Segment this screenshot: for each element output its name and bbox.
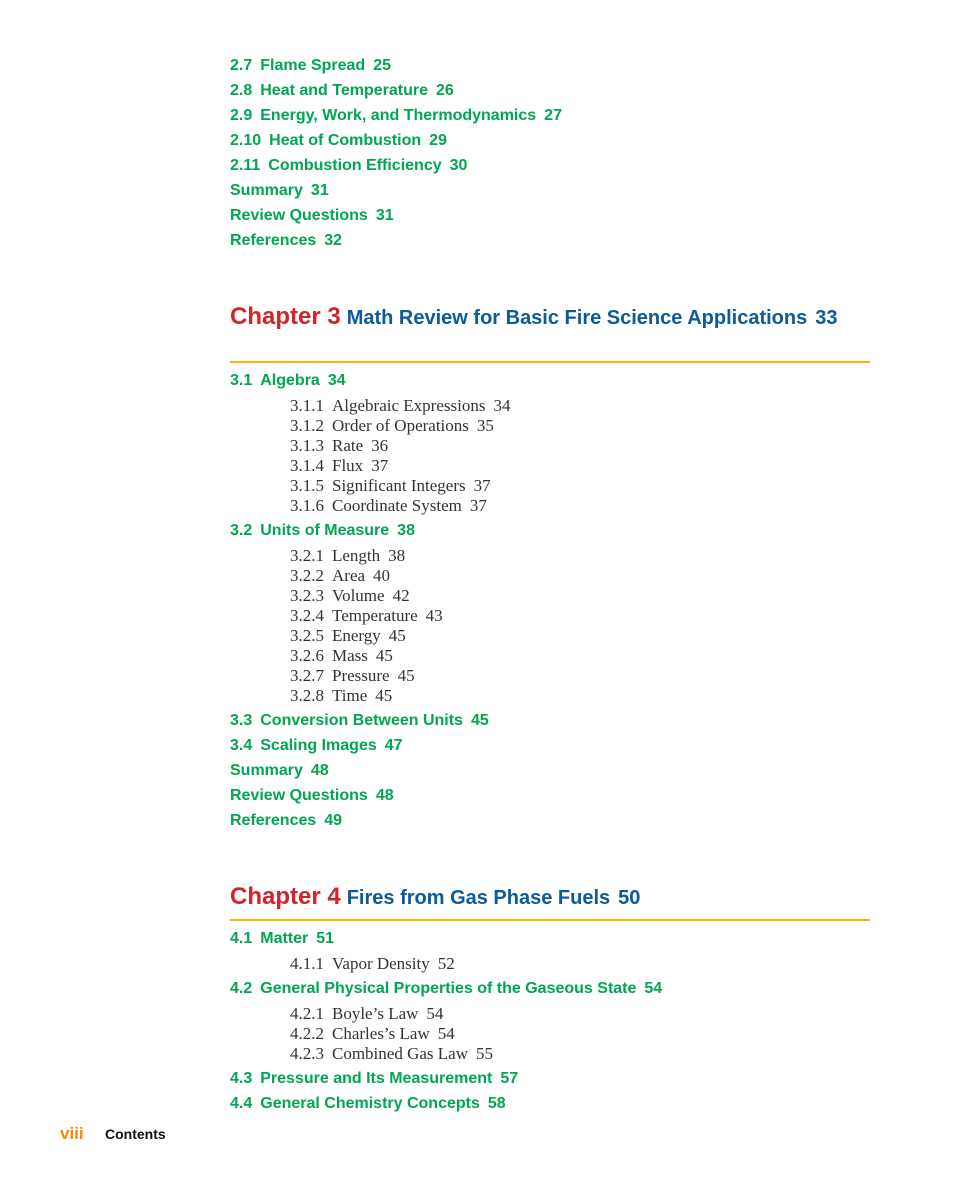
toc-subsection[interactable]: 3.1.3 Rate 36 <box>290 436 389 455</box>
toc-subsection[interactable]: 4.2.1 Boyle’s Law 54 <box>290 1004 444 1023</box>
toc-section[interactable]: 3.1 Algebra 34 <box>230 372 346 389</box>
chapter-page: 50 <box>618 887 641 909</box>
chapter-rule <box>230 361 870 363</box>
toc-subsection[interactable]: 3.1.1 Algebraic Expressions 34 <box>290 396 511 415</box>
toc-entry[interactable]: 2.11 Combustion Efficiency 30 <box>230 157 468 174</box>
chapter-page: 33 <box>815 307 838 329</box>
chapter-title: Fires from Gas Phase Fuels <box>346 887 611 909</box>
toc-entry-summary[interactable]: Summary 48 <box>230 762 329 779</box>
toc-subsection[interactable]: 3.2.5 Energy 45 <box>290 626 406 645</box>
toc-entry-review-questions[interactable]: Review Questions 48 <box>230 787 394 804</box>
toc-subsection[interactable]: 3.1.6 Coordinate System 37 <box>290 496 487 515</box>
chapter-3-heading[interactable] <box>230 305 870 331</box>
toc-entry[interactable]: 2.7 Flame Spread 25 <box>230 57 391 74</box>
toc-subsection[interactable]: 3.2.7 Pressure 45 <box>290 666 415 685</box>
toc-subsection[interactable]: 3.2.3 Volume 42 <box>290 586 410 605</box>
toc-entry[interactable]: 2.9 Energy, Work, and Thermodynamics 27 <box>230 107 562 124</box>
chapter-4-heading[interactable] <box>230 885 870 911</box>
toc-section[interactable]: 3.2 Units of Measure 38 <box>230 522 415 539</box>
footer-page-number: viii <box>60 1124 84 1143</box>
toc-section[interactable]: 4.1 Matter 51 <box>230 930 335 947</box>
toc-section[interactable]: 4.3 Pressure and Its Measurement 57 <box>230 1070 519 1087</box>
chapter-label: Chapter 4 <box>230 883 341 910</box>
toc-entry-review-questions[interactable]: Review Questions 31 <box>230 207 394 224</box>
toc-entry[interactable]: 2.8 Heat and Temperature 26 <box>230 82 454 99</box>
toc-section[interactable]: 4.2 General Physical Properties of the Gaseous State 54 <box>230 980 663 997</box>
toc-subsection[interactable]: 3.2.2 Area 40 <box>290 566 391 585</box>
toc-subsection[interactable]: 3.1.2 Order of Operations 35 <box>290 416 494 435</box>
toc-subsection[interactable]: 3.2.6 Mass 45 <box>290 646 393 665</box>
toc-entry-references[interactable]: References 49 <box>230 812 343 829</box>
toc-section[interactable]: 4.4 General Chemistry Concepts 58 <box>230 1095 506 1112</box>
toc-subsection[interactable]: 3.2.4 Temperature 43 <box>290 606 443 625</box>
toc-subsection[interactable]: 4.1.1 Vapor Density 52 <box>290 954 455 973</box>
toc-entry-references[interactable]: References 32 <box>230 232 343 249</box>
chapter-rule <box>230 919 870 921</box>
toc-entry-summary[interactable]: Summary 31 <box>230 182 329 199</box>
toc-entry[interactable]: 2.10 Heat of Combustion 29 <box>230 132 447 149</box>
footer-label: Contents <box>105 1126 166 1142</box>
toc-subsection[interactable]: 3.2.8 Time 45 <box>290 686 393 705</box>
toc-subsection[interactable]: 3.2.1 Length 38 <box>290 546 406 565</box>
toc-section[interactable]: 3.3 Conversion Between Units 45 <box>230 712 489 729</box>
toc-subsection[interactable]: 4.2.2 Charles’s Law 54 <box>290 1024 455 1043</box>
chapter-label: Chapter 3 <box>230 303 341 330</box>
toc-subsection[interactable]: 4.2.3 Combined Gas Law 55 <box>290 1044 493 1063</box>
toc-section[interactable]: 3.4 Scaling Images 47 <box>230 737 403 754</box>
chapter-title: Math Review for Basic Fire Science Applications <box>346 307 808 329</box>
toc-subsection[interactable]: 3.1.5 Significant Integers 37 <box>290 476 491 495</box>
toc-subsection[interactable]: 3.1.4 Flux 37 <box>290 456 389 475</box>
